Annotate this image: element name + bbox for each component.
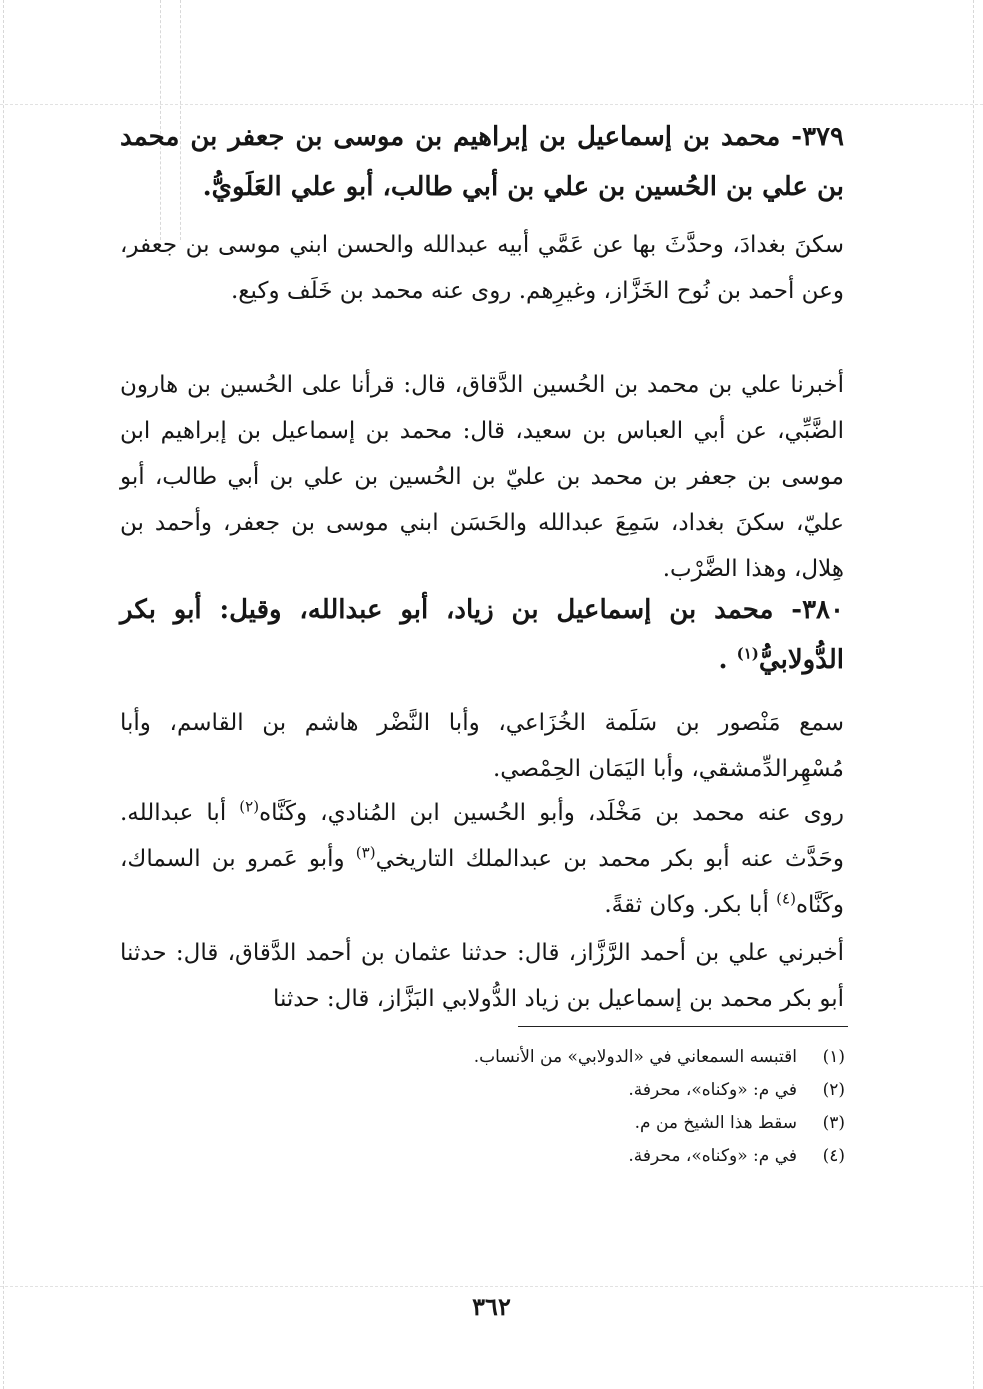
entry-380-heading-text: ٣٨٠- محمد بن إسماعيل بن زياد، أبو عبدالله، وقيل: أبو بكر الدُّولابيُّ: [120, 595, 844, 675]
footnote-marker-2[interactable]: (٢): [239, 797, 260, 816]
footnote-marker-3[interactable]: (٣): [355, 843, 376, 862]
footnote-number: (٢): [822, 1080, 845, 1100]
entry-379-paragraph-2: أخبرنا علي بن محمد بن الحُسين الدَّقاق، قال: قرأنا على الحُسين بن هارون الضَّبِّي، عن أبي العباس بن سعيد، قال: محمد بن إسماعيل بن إبراهيم ابن موسى بن جعفر بن محمد بن عليّ بن الحُسين بن علي بن أبي طالب، أبو عليّ، سكنَ بغداد، سَمِعَ عبدالله والحَسَن ابني موسى بن جعفر، وأحمد بن هِلال، وهذا الضَّرْب.: [120, 372, 844, 582]
footnote-marker-4[interactable]: (٤): [776, 889, 796, 908]
entry-380-paragraph-1: سمع مَنْصور بن سَلَمة الخُزَاعي، وأبا النَّضْر هاشم بن القاسم، وأبا مُسْهِرالدِّمشقي، وأبا اليَمَان الحِمْصي.: [120, 710, 844, 782]
footnote-text: اقتبسه السمعاني في «الدولابي» من الأنساب.: [473, 1047, 797, 1067]
paragraph-text: أبا بكر. وكان ثقةً.: [604, 892, 777, 918]
scan-guide-line: [0, 104, 983, 105]
footnote-text: في م: «وكناه»، محرفة.: [628, 1080, 797, 1100]
footnote-item: [200, 1041, 845, 1074]
page-number: ٣٦٢: [472, 1292, 511, 1321]
entry-380-paragraph-3: أخبرني علي بن أحمد الرَّزَّاز، قال: حدثنا عثمان بن أحمد الدَّقاق، قال: حدثنا أبو بكر محمد بن إسماعيل بن زياد الدُّولابي البَزَّاز، قال: حدثنا: [120, 940, 844, 1012]
footnote-number: (١): [822, 1047, 845, 1067]
footnote-item: [200, 1107, 845, 1140]
footnotes-section: [200, 1041, 845, 1173]
entry-380-paragraph-2: [120, 790, 844, 928]
scan-guide-line: [0, 1286, 983, 1287]
footnote-marker-1[interactable]: (١): [736, 644, 759, 663]
scan-guide-line: [3, 0, 4, 1389]
paragraph-text: أبا عبدالله. وحَدَّث عنه أبو بكر محمد بن عبدالملك التاريخي: [120, 800, 844, 872]
scan-guide-line: [973, 0, 974, 1389]
paragraph-text: وأبو عَمرو بن السماك، وكَنَّاه: [120, 846, 844, 918]
entry-380-heading-end: .: [718, 645, 737, 675]
footnote-number: (٤): [822, 1146, 845, 1166]
footnote-text: في م: «وكناه»، محرفة.: [628, 1146, 797, 1166]
footnote-item: [200, 1074, 845, 1107]
entry-379-heading: ٣٧٩- محمد بن إسماعيل بن إبراهيم بن موسى بن جعفر بن محمد بن علي بن الحُسين بن علي بن أبي طالب، أبو علي العَلَويُّ.: [120, 122, 844, 202]
footnote-text: سقط هذا الشيخ من م.: [634, 1113, 797, 1133]
paragraph-text: روى عنه محمد بن مَخْلَد، وأبو الحُسين ابن المُنادي، وكَنَّاه: [259, 800, 844, 826]
footnote-item: [200, 1140, 845, 1173]
entry-379-paragraph-1: سكنَ بغدادَ، وحدَّثَ بها عن عَمَّي أبيه عبدالله والحسن ابني موسى بن جعفر، وعن أحمد بن نُوح الخَزَّاز، وغيرِهم. روى عنه محمد بن خَلَف وكيع.: [120, 232, 844, 304]
entry-380-heading: [120, 585, 844, 685]
footnote-number: (٣): [822, 1113, 845, 1133]
footnote-divider: [518, 1026, 848, 1027]
